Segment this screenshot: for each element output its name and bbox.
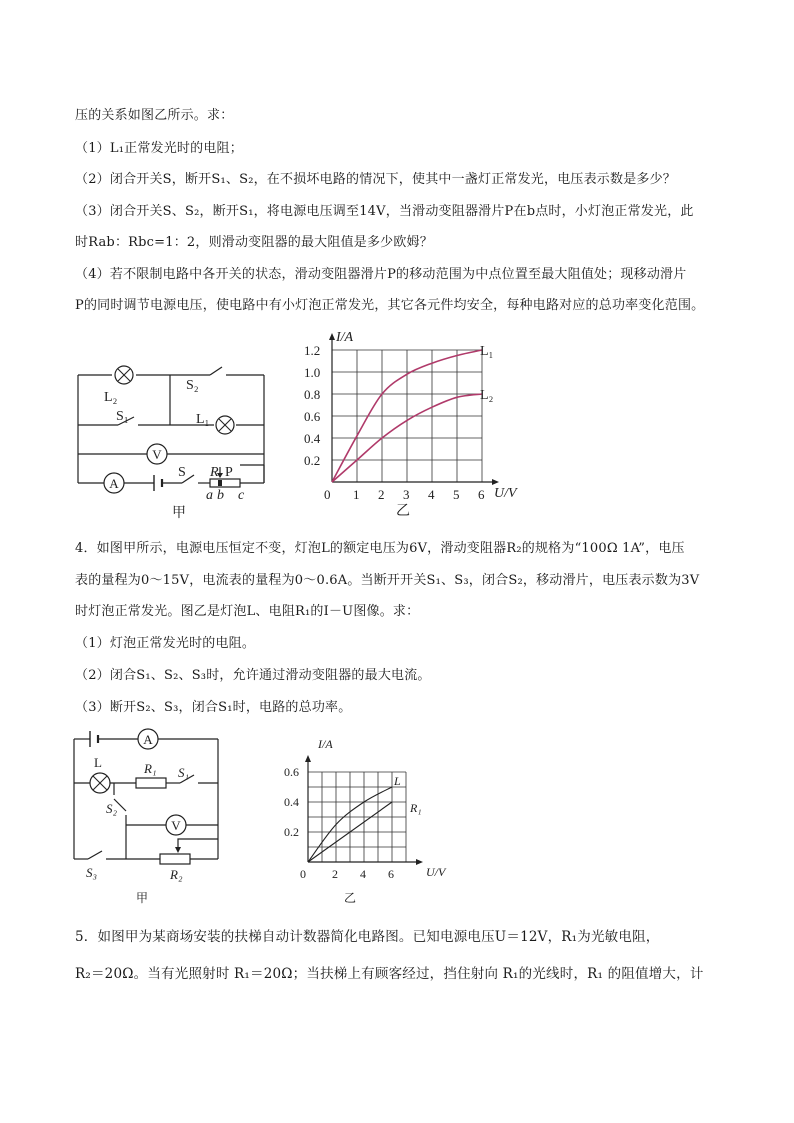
q3-graph-ylabel: I/A: [336, 330, 354, 345]
q3-part-1: （1）L₁正常发光时的电阻；: [75, 141, 243, 156]
label-p: P: [225, 465, 233, 480]
ammeter-icon: [104, 473, 124, 493]
q3-series-l2-label: L₂: [480, 388, 494, 403]
q4-voltmeter-label: V: [171, 818, 181, 833]
q3-graph-xlabel: U/V: [494, 486, 517, 501]
q4-line-3: 时灯泡正常发光。图乙是灯泡L、电阻R₁的I－U图像。求：: [75, 604, 420, 619]
y-tick-label: 0.2: [284, 825, 299, 839]
q3-series-l1-label: L₁: [480, 344, 494, 359]
x-tick-label: 6: [388, 867, 394, 881]
q4-graph-ylabel: I/A: [318, 737, 333, 751]
q3-part-4-cont: P的同时调节电源电压，使电路中有小灯泡正常发光，其它各元件均安全，每种电路对应的总功率变化范围。: [75, 298, 705, 313]
x-tick-label: 3: [403, 487, 410, 502]
x-tick-label: 1: [353, 487, 360, 502]
q4-circuit-diagram: [66, 727, 231, 887]
q3-part-4: （4）若不限制电路中各开关的状态，滑动变阻器滑片P的移动范围为中点位置至最大阻值处；现移动滑片: [75, 267, 687, 282]
q4-r2-rheostat: [160, 854, 190, 864]
q3-iu-graph: [300, 325, 530, 505]
label-l1: L₁: [196, 412, 210, 427]
label-b: b: [217, 488, 224, 500]
label-r: R: [210, 465, 219, 480]
x-tick-label: 6: [478, 487, 485, 502]
q4-lamp-icon: [90, 773, 110, 793]
q3-part-3: （3）闭合开关S、S₂，断开S₁，将电源电压调至14V，当滑动变阻器滑片P在b点时，小灯泡正常发光，此: [75, 204, 694, 219]
x-tick-label: 2: [332, 867, 338, 881]
x-tick-label: 0: [300, 867, 306, 881]
q4-line-2: 表的量程为0～15V，电流表的量程为0～0.6A。当断开开关S₁、S₃，闭合S₂，移动滑片，电压表示数为3V: [75, 573, 700, 588]
y-axis-arrow: [329, 333, 335, 340]
q3-intro: 压的关系如图乙所示。求：: [75, 108, 234, 123]
q3-part-2: （2）闭合开关S，断开S₁、S₂，在不损坏电路的情况下，使其中一盏灯正常发光，电压表示数是多少？: [75, 172, 677, 187]
y-tick-label: 0.4: [304, 431, 321, 446]
voltmeter-label: V: [152, 447, 162, 462]
q4-label-r1: R₁: [144, 761, 157, 776]
q4-label-r2: R₂: [170, 867, 183, 882]
y-tick-label: 1.0: [304, 365, 321, 380]
x-tick-label: 5: [453, 487, 460, 502]
label-s: S: [178, 465, 186, 480]
q4-voltmeter-icon: [166, 815, 186, 835]
q3-circuit-diagram: [70, 355, 280, 500]
q4-series-r1-label: R₁: [410, 801, 422, 815]
q5-line-1: 5．如图甲为某商场安装的扶梯自动计数器简化电路图。已知电源电压U＝12V，R₁为光敏电阻，: [75, 929, 660, 945]
q4-graph-xlabel: U/V: [426, 865, 446, 879]
q4-label-s3: S₃: [86, 865, 98, 880]
ammeter-label: A: [109, 476, 119, 491]
q4-label-s1: S₁: [178, 765, 190, 780]
label-l2: L₂: [104, 390, 118, 405]
x-tick-label: 4: [428, 487, 435, 502]
label-s2: S₂: [186, 378, 199, 393]
x-tick-label: 4: [360, 867, 366, 881]
q3-graph-caption: 乙: [396, 503, 410, 519]
x-tick-label: 2: [378, 487, 385, 502]
q3-part-3-cont: 时Rab：Rbc=1：2，则滑动变阻器的最大阻值是多少欧姆？: [75, 235, 433, 250]
lamp-l1-icon: [216, 416, 234, 434]
y-tick-label: 1.2: [304, 343, 321, 358]
x-axis-arrow: [416, 859, 423, 865]
q4-part-1: （1）灯泡正常发光时的电阻。: [75, 636, 256, 651]
q4-label-s2: S₂: [106, 801, 118, 816]
q4-part-2: （2）闭合S₁、S₂、S₃时，允许通过滑动变阻器的最大电流。: [75, 668, 431, 683]
y-tick-label: 0.4: [284, 795, 299, 809]
x-tick-label: 0: [324, 487, 331, 502]
voltmeter-icon: [147, 444, 167, 464]
lamp-l2-icon: [115, 366, 133, 384]
y-tick-label: 0.6: [284, 765, 299, 779]
y-tick-label: 0.8: [304, 387, 321, 402]
y-tick-label: 0.2: [304, 453, 321, 468]
label-s1: S₁: [116, 409, 129, 424]
y-tick-label: 0.6: [304, 409, 321, 424]
q4-r1-resistor: [136, 778, 166, 788]
q4-series-l-label: L: [394, 774, 401, 788]
q4-circuit-caption: 甲: [136, 891, 149, 905]
label-a: a: [206, 488, 213, 500]
q4-graph-caption: 乙: [344, 891, 357, 905]
q3-circuit-caption: 甲: [172, 505, 186, 521]
label-c: c: [238, 488, 245, 500]
q5-line-2: R₂＝20Ω。当有光照射时 R₁＝20Ω；当扶梯上有顾客经过，挡住射向 R₁的光线时，R₁ 的阻值增大，计: [75, 966, 704, 982]
q4-ammeter-label: A: [143, 732, 153, 747]
x-axis-arrow: [492, 479, 499, 485]
y-axis-arrow: [305, 755, 311, 762]
q4-ammeter-icon: [138, 729, 158, 749]
q4-part-3: （3）断开S₂、S₃，闭合S₁时，电路的总功率。: [75, 700, 352, 715]
q4-line-1: 4．如图甲所示，电源电压恒定不变，灯泡L的额定电压为6V，滑动变阻器R₂的规格为“100Ω 1A”，电压: [75, 541, 685, 556]
q4-iu-graph: [280, 732, 460, 882]
q4-label-l: L: [94, 755, 102, 770]
